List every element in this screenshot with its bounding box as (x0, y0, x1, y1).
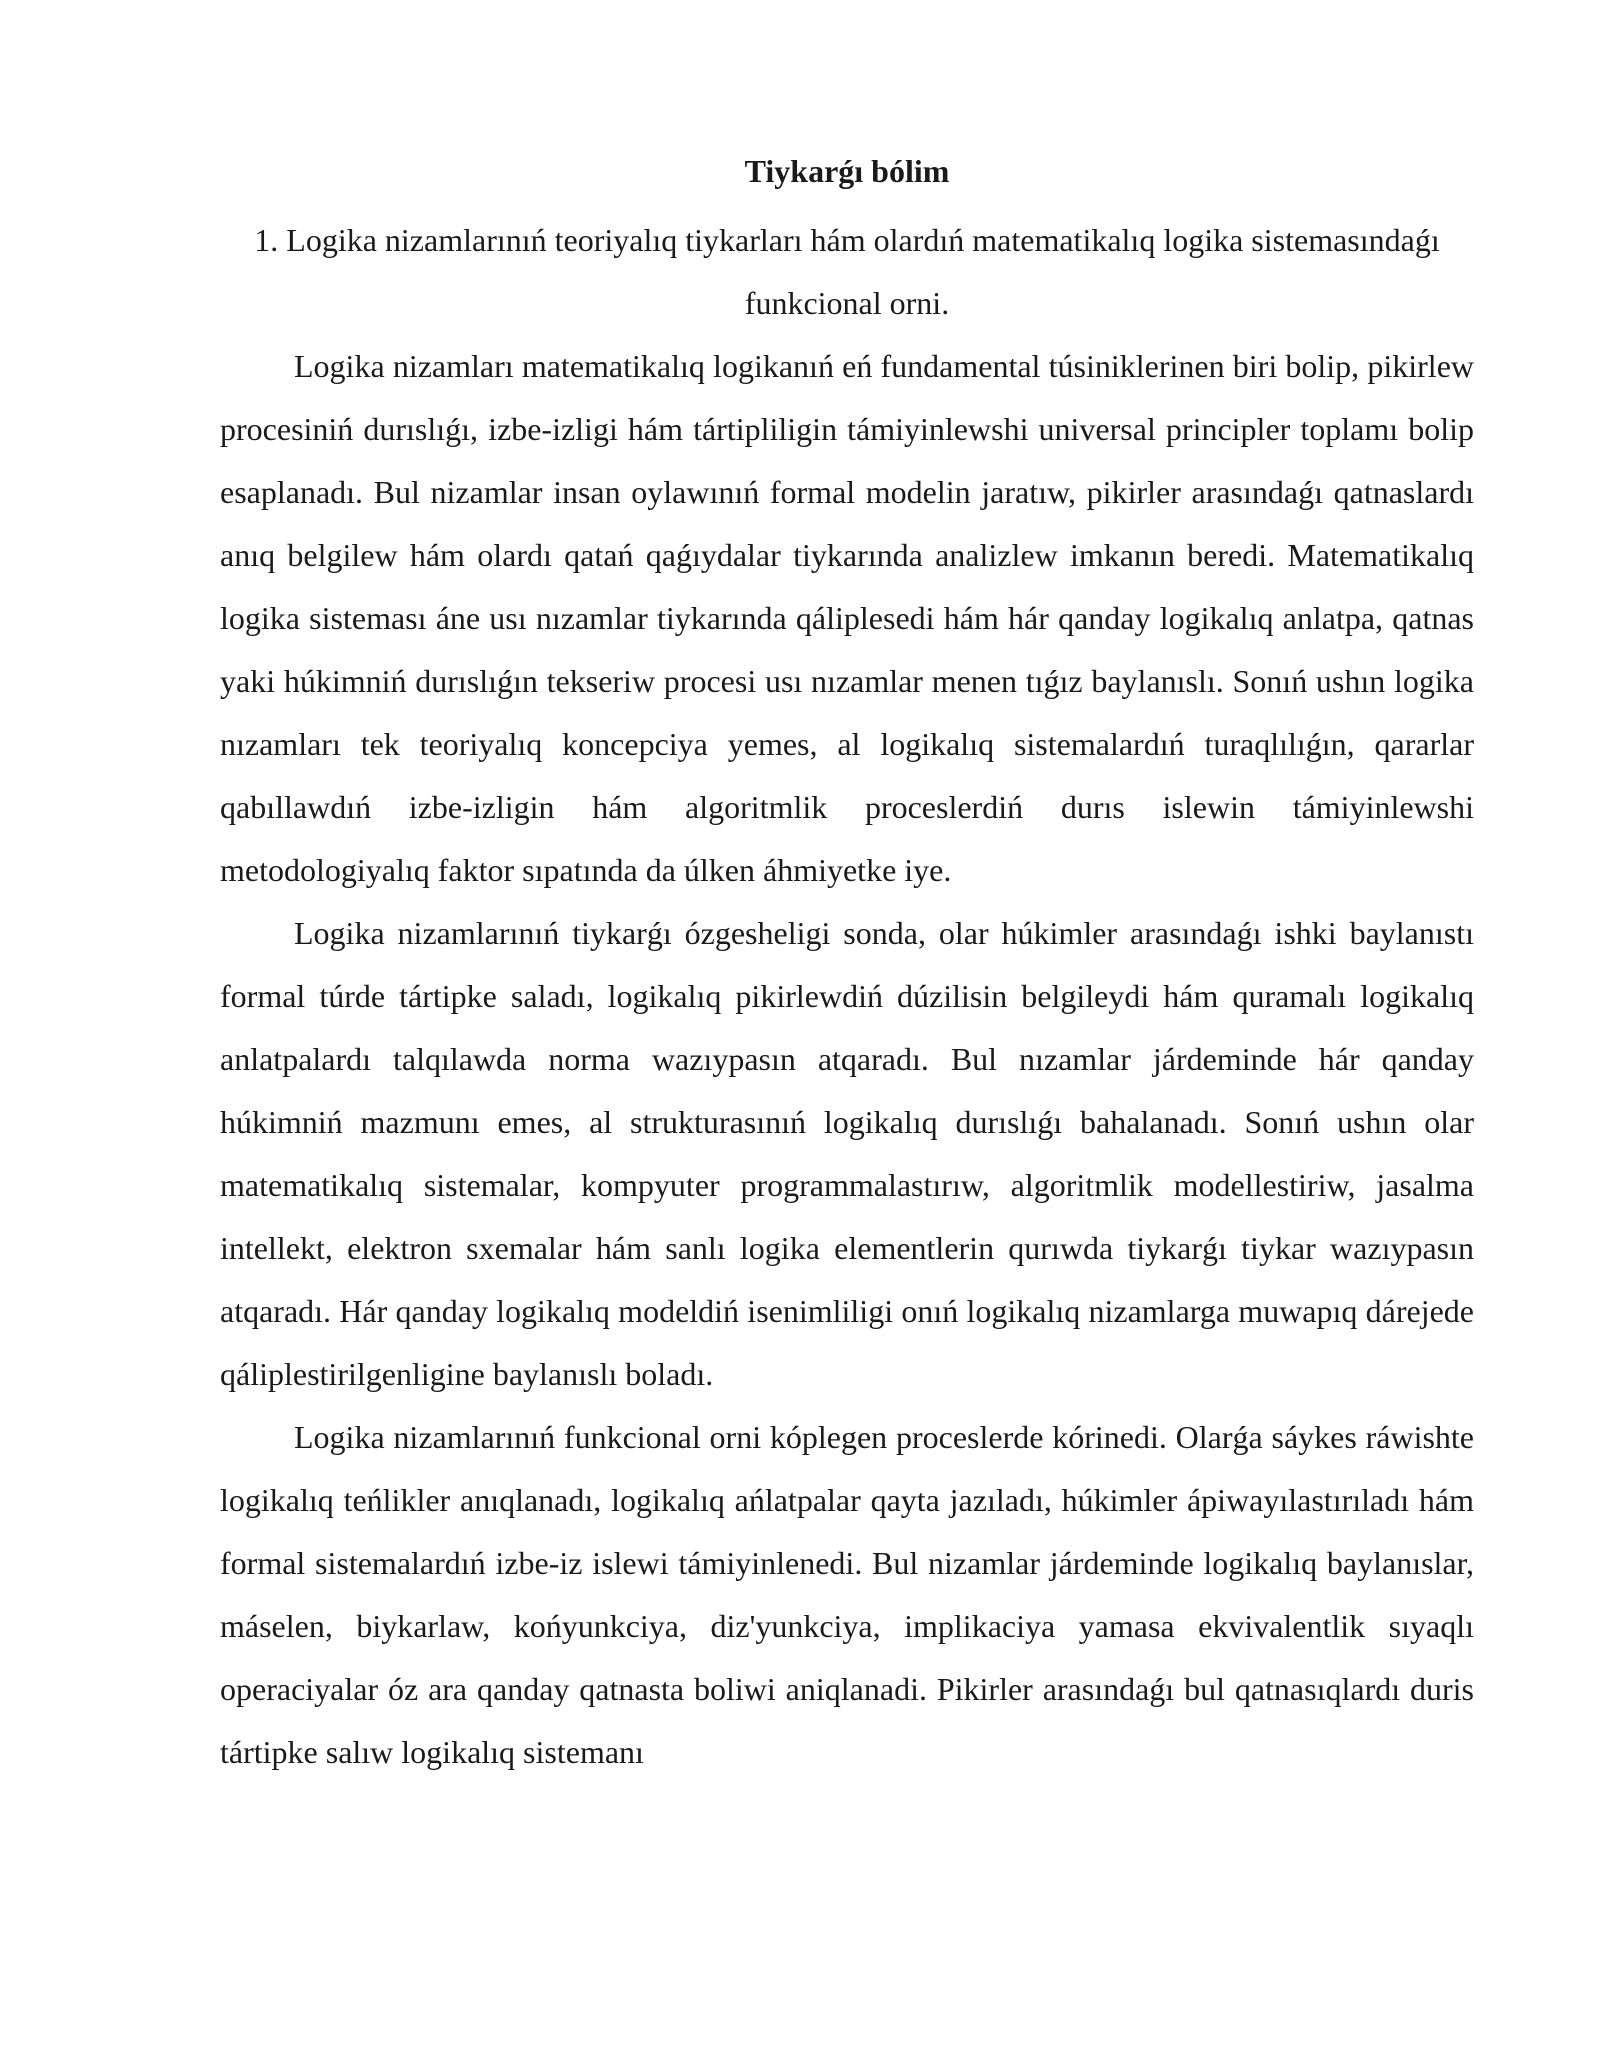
section-heading: Tiykarǵı bólim (744, 153, 950, 189)
chapter-title: 1. Logika nizamlarınıń teoriyalıq tiykarları hám olardıń matematikalıq logika sistemasındaǵı funkcional orni. (254, 222, 1440, 321)
paragraph-3: Logika nizamlarınıń funkcional orni kóplegen proceslerde kórinedi. Olarǵa sáykes ráwishte logikalıq teńlikler anıqlanadı, logikalıq ańlatpalar qayta jazıladı, húkimler ápiwayılastırıladı hám formal sistemalardıń izbe-iz islewi támiyinlenedi. Bul nizamlar járdeminde logikalıq baylanıslar, máselen, biykarlaw, końyunkciya, diz'yunkciya, implikaciya yamasa ekvivalentlik sıyaqlı operaciyalar óz ara qanday qatnasta boliwi aniqlanadi. Pikirler arasındaǵı bul qatnasıqlardı duris tártipke salıw logikalıq sistemanı (220, 1419, 1474, 1770)
paragraph-2: Logika nizamlarınıń tiykarǵı ózgesheligi sonda, olar húkimler arasındaǵı ishki baylanıstı formal túrde tártipke saladı, logikalıq pikirlewdiń dúzilisin belgileydi hám quramalı logikalıq anlatpalardı talqılawda norma wazıypasın atqaradı. Bul nızamlar járdeminde hár qanday húkimniń mazmunı emes, al strukturasınıń logikalıq durıslıǵı bahalanadı. Sonıń ushın olar matematikalıq sistemalar, kompyuter programmalastırıw, algoritmlik modellestiriw, jasalma intellekt, elektron sxemalar hám sanlı logika elementlerin qurıwda tiykarǵı tiykar wazıypasın atqaradı. Hár qanday logikalıq modeldiń isenimliligi onıń logikalıq nizamlarga muwapıq dárejede qáliplestirilgenligine baylanıslı boladı. (220, 915, 1474, 1392)
paragraph-1: Logika nizamları matematikalıq logikanıń eń fundamental túsiniklerinen biri bolip, pikirlew procesiniń durıslıǵı, izbe-izligi hám tártipliligin támiyinlewshi universal principler toplamı bolip esaplanadı. Bul nizamlar insan oylawınıń formal modelin jaratıw, pikirler arasındaǵı qatnaslardı anıq belgilew hám olardı qatań qaǵıydalar tiykarında analizlew imkanın beredi. Matematikalıq logika sisteması áne usı nızamlar tiykarında qáliplesedi hám hár qanday logikalıq anlatpa, qatnas yaki húkimniń durıslıǵın tekseriw procesi usı nızamlar menen tıǵız baylanıslı. Sonıń ushın logika nızamları tek teoriyalıq koncepciya yemes, al logikalıq sistemalardıń turaqlılıǵın, qararlar qabıllawdıń izbe-izligin hám algoritmlik proceslerdiń durıs islewin támiyinlewshi metodologiyalıq faktor sıpatında da úlken áhmiyetke iye. (220, 348, 1474, 888)
document-body (220, 146, 1474, 1784)
